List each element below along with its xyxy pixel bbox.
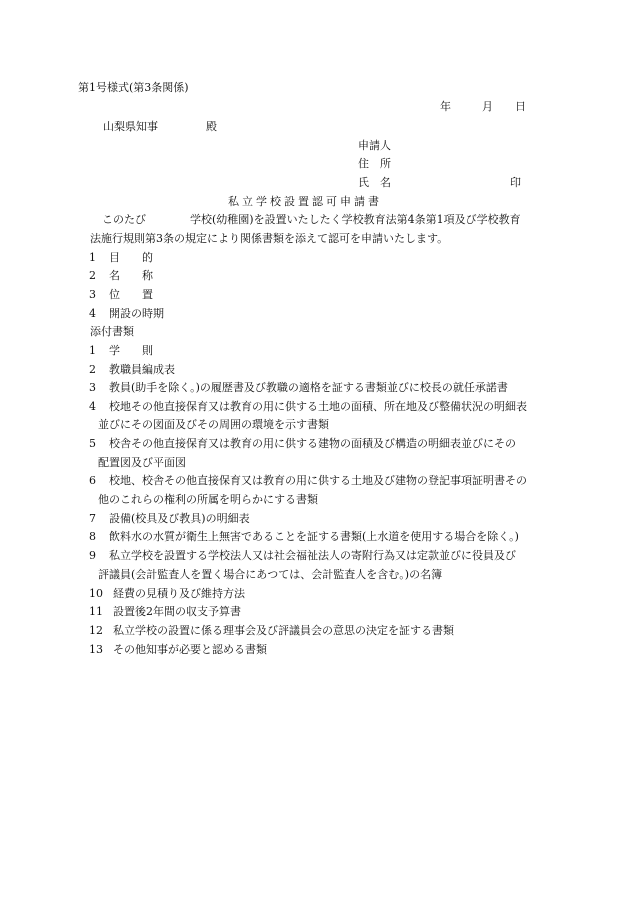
attachment-item <box>89 473 527 489</box>
date-day-label: 日 <box>515 100 526 113</box>
attachment-number: 1 <box>89 344 96 357</box>
attachment-text: 校舎その他直接保育又は教育の用に供する建物の面積及び構造の明細表並びにその <box>109 437 516 450</box>
addressee-honorific: 殿 <box>206 120 217 133</box>
attachment-item <box>89 623 454 639</box>
attachment-text: 飲料水の水質が衛生上無害であることを証する書類(上水道を使用する場合を除く。) <box>109 530 519 543</box>
attachment-item <box>89 586 245 602</box>
attachment-number: 6 <box>89 474 96 487</box>
applicant-address-label: 住 所 <box>358 157 391 170</box>
attachment-number: 2 <box>89 363 96 376</box>
document-title: 私立学校設置認可申請書 <box>228 195 382 208</box>
attachment-continuation: 他のこれらの権利の所属を明らかにする書類 <box>98 493 318 506</box>
attachment-item <box>89 511 250 527</box>
attachment-item <box>89 604 241 620</box>
attachment-item <box>89 399 527 415</box>
attachment-text: 学 則 <box>109 344 153 357</box>
date-line <box>440 99 526 115</box>
attachment-text: 教員(助手を除く。)の履歴書及び教職の適格を証する書類並びに校長の就任承諾書 <box>109 381 508 394</box>
attachment-number: 10 <box>89 587 103 600</box>
attachment-text: 設備(校具及び教具)の明細表 <box>109 512 250 525</box>
item-text: 位 置 <box>109 288 153 301</box>
attachment-number: 12 <box>89 624 103 637</box>
applicant-name-row <box>358 175 521 191</box>
attachment-item <box>89 529 519 545</box>
attachment-text: 経費の見積り及び維持方法 <box>113 587 245 600</box>
item-location <box>89 287 153 303</box>
attachment-number: 3 <box>89 381 96 394</box>
attachment-text: その他知事が必要と認める書類 <box>113 643 267 656</box>
attachment-number: 4 <box>89 400 96 413</box>
item-purpose <box>89 250 153 266</box>
body-text-line-2: 法施行規則第3条の規定により関係書類を添えて認可を申請いたします。 <box>90 232 449 245</box>
item-number: 2 <box>89 269 96 282</box>
item-name <box>89 268 153 284</box>
attachment-text: 校地その他直接保育又は教育の用に供する土地の面積、所在地及び整備状況の明細表 <box>109 400 527 413</box>
item-number: 4 <box>89 307 96 320</box>
attachment-continuation: 配置図及び平面図 <box>98 456 186 469</box>
seal-mark: 印 <box>510 176 521 189</box>
applicant-name-label: 氏 名 <box>358 176 391 189</box>
attachment-item <box>89 380 508 396</box>
attachment-text: 私立学校の設置に係る理事会及び評議員会の意思の決定を証する書類 <box>113 624 454 637</box>
attachment-number: 5 <box>89 437 96 450</box>
item-number: 1 <box>89 251 96 264</box>
attachment-text: 設置後2年間の収支予算書 <box>113 605 241 618</box>
attachment-number: 8 <box>89 530 96 543</box>
addressee <box>103 119 217 135</box>
attachment-text: 私立学校を設置する学校法人又は社会福祉法人の寄附行為又は定款並びに役員及び <box>109 549 516 562</box>
item-number: 3 <box>89 288 96 301</box>
item-text: 名 称 <box>109 269 153 282</box>
body-text-line-1: このたび 学校(幼稚園)を設置いたしたく学校教育法第4条第1項及び学校教育 <box>102 213 521 226</box>
attachments-heading: 添付書類 <box>90 325 134 338</box>
addressee-governor: 山梨県知事 <box>103 120 158 133</box>
attachment-text: 教職員編成表 <box>109 363 175 376</box>
attachment-item <box>89 642 267 658</box>
attachment-item <box>89 548 516 564</box>
attachment-number: 7 <box>89 512 96 525</box>
item-opening-date <box>89 306 164 322</box>
attachment-number: 11 <box>89 605 103 618</box>
attachment-continuation: 並びにその図面及びその周囲の環境を示す書類 <box>98 418 329 431</box>
attachment-item <box>89 362 175 378</box>
attachment-number: 13 <box>89 643 103 656</box>
date-year-label: 年 <box>440 100 451 113</box>
attachment-text: 校地、校舎その他直接保育又は教育の用に供する土地及び建物の登記事項証明書その <box>109 474 527 487</box>
attachment-continuation: 評議員(会計監査人を置く場合にあつては、会計監査人を含む。)の名簿 <box>98 568 443 581</box>
form-number: 第1号様式(第3条関係) <box>78 81 189 94</box>
date-month-label: 月 <box>482 100 493 113</box>
attachment-item <box>89 436 516 452</box>
item-text: 開設の時期 <box>109 307 164 320</box>
attachment-item <box>89 343 153 359</box>
item-text: 目 的 <box>109 251 153 264</box>
attachment-number: 9 <box>89 549 96 562</box>
applicant-heading: 申請人 <box>358 139 391 152</box>
